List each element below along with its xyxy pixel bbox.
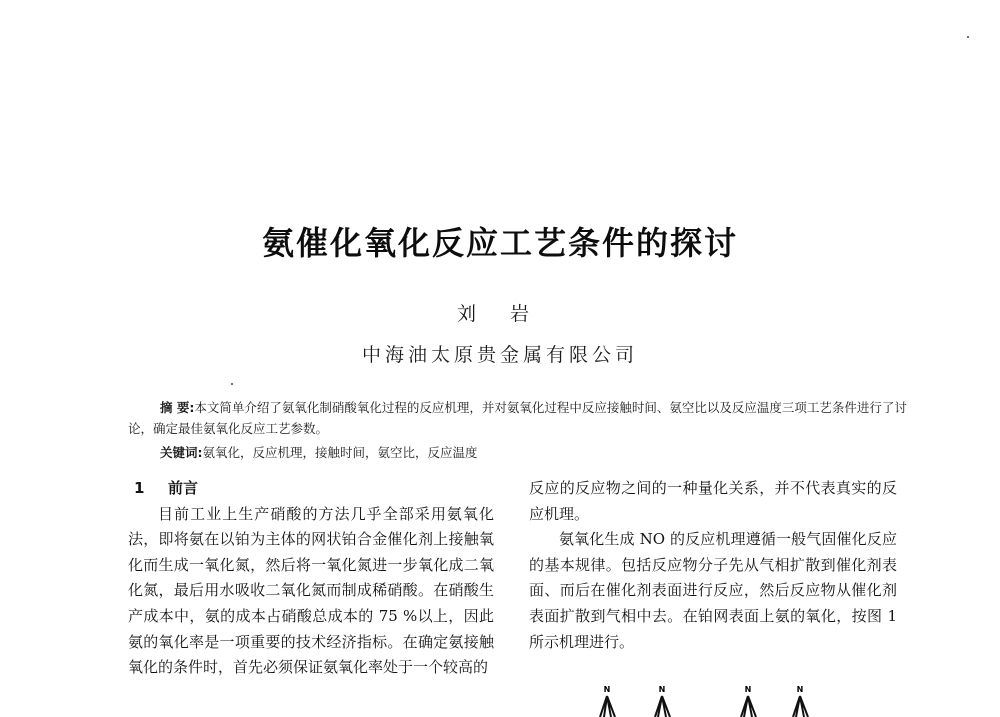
body-paragraph: 目前工业上生产硝酸的方法几乎全部采用氨氧化法，即将氨在以铂为主体的网状铂合金催化剂上接触氧化而生成一氧化氮，然后将一氧化氮进一步氧化成二氧化氮，最后用水吸收二氧化氮而制成稀硝酸。在硝酸生产成本中，氨的成本占硝酸总成本的 75 %以上，因此氨的氧化率是一项重要的技术经济指标。在确定氨接触氧化的条件时，首先必须保证氨氧化率处于一个较高的 <box>128 504 494 677</box>
author-affiliation: 中海油太原贵金属有限公司 <box>361 344 638 366</box>
keywords-label: 关键词: <box>160 445 203 460</box>
left-column <box>128 476 494 681</box>
figure-molecule-2 <box>655 685 670 717</box>
section-title: 前言 <box>168 479 199 497</box>
abstract-text: 本文简单介绍了氨氧化制硝酸氧化过程的反应机理，并对氨氧化过程中反应接触时间、氨空比以及反应温度三项工艺条件进行了讨论，确定最佳氨氧化反应工艺参数。 <box>128 400 907 436</box>
abstract-block <box>128 397 908 439</box>
atom-label: N <box>603 685 611 694</box>
right-column <box>529 476 897 655</box>
paper-title: 氨催化氧化反应工艺条件的探讨 <box>261 224 738 262</box>
keywords-text: 氨氧化，反应机理，接触时间，氨空比，反应温度 <box>202 445 478 460</box>
atom-label: N <box>796 685 804 694</box>
atom-label: N <box>658 685 666 694</box>
body-paragraph: 反应的反应物之间的一种量化关系，并不代表真实的反应机理。 <box>529 479 897 523</box>
author-name: 刘 岩 <box>456 303 544 325</box>
keywords-block <box>160 442 920 463</box>
reaction-mechanism-figure <box>590 683 820 717</box>
body-paragraph: 氨氧化生成 NO 的反应机理遵循一般气固催化反应的基本规律。包括反应物分子先从气相扩散到催化剂表面、而后在催化剂表面进行反应，然后反应物从催化剂表面扩散到气相中去。在铂网表面上氨的氧化，按图 1 所示机理进行。 <box>529 530 897 651</box>
figure-molecule-1 <box>600 685 615 717</box>
atom-label: N <box>744 685 752 694</box>
figure-molecule-4 <box>793 685 808 717</box>
figure-molecule-3 <box>741 685 756 717</box>
scan-speck <box>231 383 233 385</box>
abstract-label: 摘 要: <box>160 400 195 415</box>
section-number: 1 <box>134 479 145 497</box>
scan-speck <box>967 36 969 38</box>
section-heading <box>128 476 494 502</box>
